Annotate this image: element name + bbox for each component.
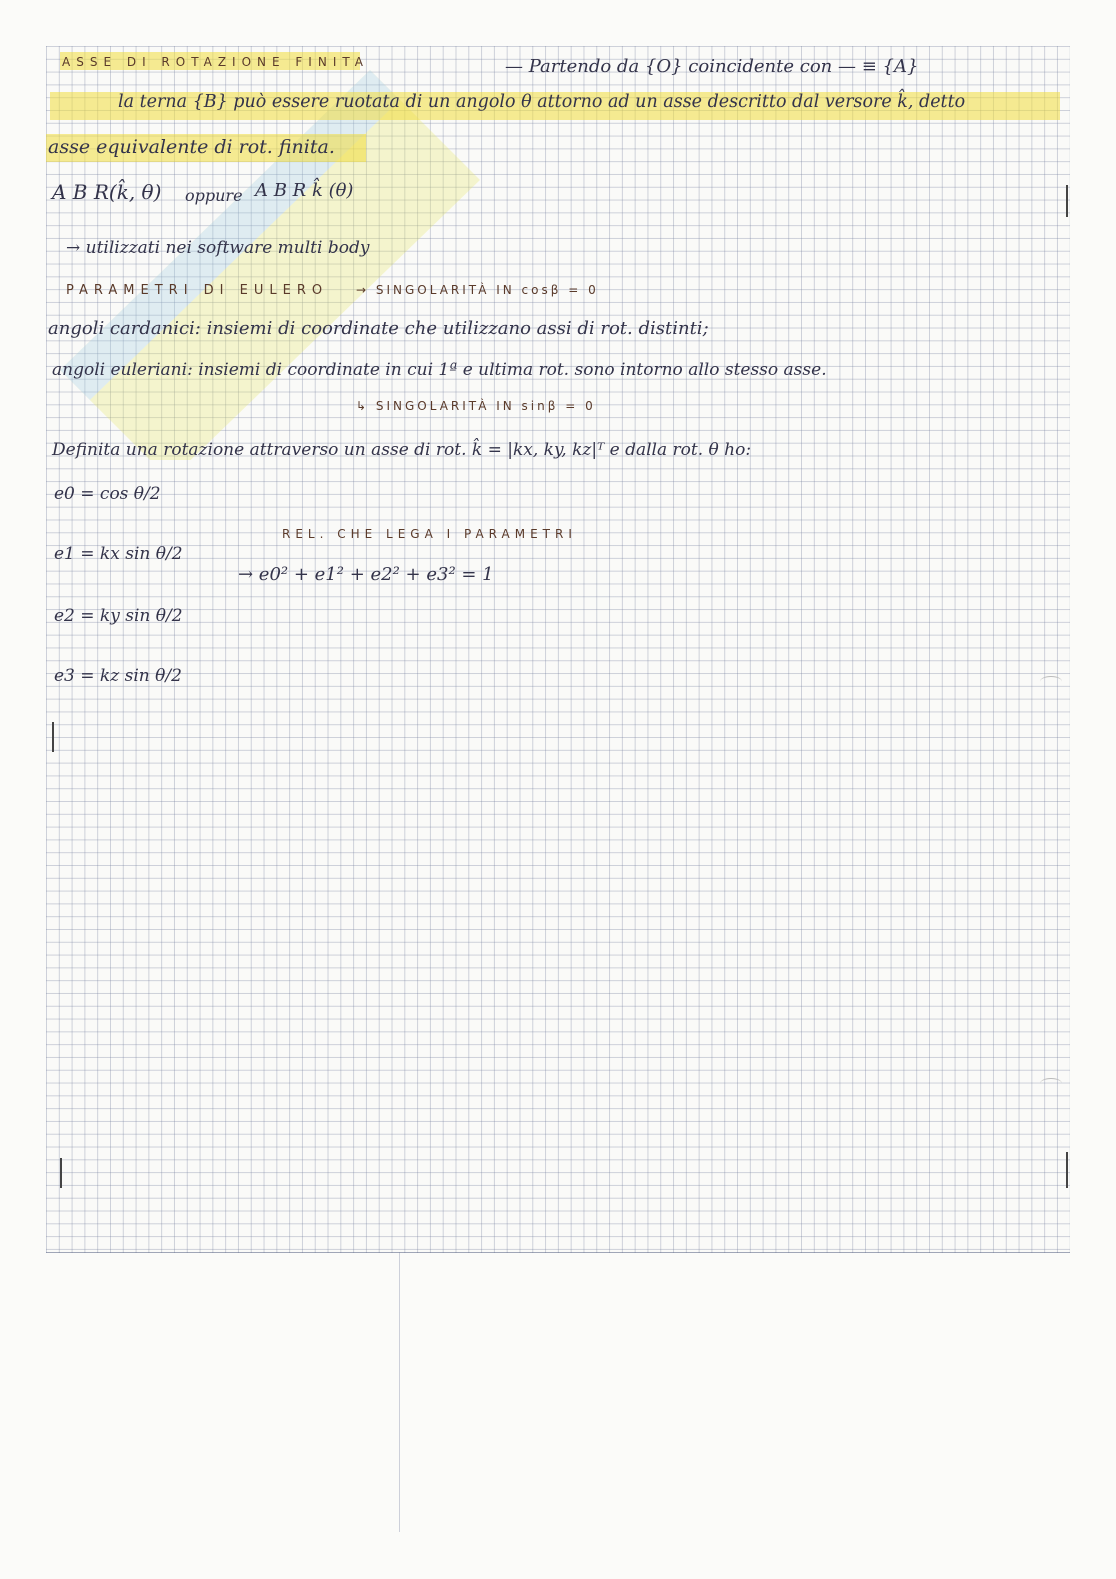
- notation-oppure: oppure: [185, 186, 243, 205]
- margin-bracket-3: [60, 1158, 62, 1188]
- margin-bracket-2: [52, 722, 54, 752]
- parametri-heading: PARAMETRI DI EULERO: [66, 283, 329, 298]
- margin-bracket-4: [1066, 1152, 1068, 1188]
- singularity-cos: → SINGOLARITÀ IN cosβ = 0: [356, 283, 599, 297]
- angoli-euleriani: angoli euleriani: insiemi di coordinate in cui 1ª e ultima rot. sono intorno allo stesso asse.: [52, 360, 827, 380]
- equation-e0: e0 = cos θ/2: [54, 484, 161, 504]
- punch-hole-1: [1040, 676, 1062, 687]
- page-heading: ASSE DI ROTAZIONE FINITA: [62, 55, 369, 69]
- page-fold-line: [399, 1252, 400, 1532]
- equation-e1: e1 = kx sin θ/2: [54, 544, 183, 564]
- equation-e2: e2 = ky sin θ/2: [54, 606, 183, 626]
- text-line-1: la terna {B} può essere ruotata di un angolo θ attorno ad un asse descritto dal versore k̂, detto: [118, 92, 966, 112]
- singularity-sin: ↳ SINGOLARITÀ IN sinβ = 0: [356, 399, 596, 413]
- definition-line: Definita una rotazione attraverso un asse di rot. k̂ = |kx, ky, kz|ᵀ e dalla rot. θ ho:: [52, 440, 752, 460]
- software-note: → utilizzati nei software multi body: [66, 238, 370, 258]
- text-line-2: asse equivalente di rot. finita.: [48, 136, 335, 158]
- graph-paper-grid: [46, 46, 1070, 1253]
- top-note: — Partendo da {O} coincidente con — ≡ {A}: [505, 56, 919, 77]
- equation-e3: e3 = kz sin θ/2: [54, 666, 182, 686]
- rotation-notation-2: A B R k̂ (θ): [255, 180, 354, 201]
- margin-bracket-1: [1066, 185, 1068, 217]
- relation-equation: → e0² + e1² + e2² + e3² = 1: [238, 564, 494, 585]
- rotation-notation-1: A B R(k̂, θ): [52, 180, 162, 204]
- relation-heading: REL. CHE LEGA I PARAMETRI: [282, 527, 577, 541]
- angoli-cardanici: angoli cardanici: insiemi di coordinate che utilizzano assi di rot. distinti;: [48, 318, 709, 339]
- punch-hole-2: [1040, 1078, 1062, 1089]
